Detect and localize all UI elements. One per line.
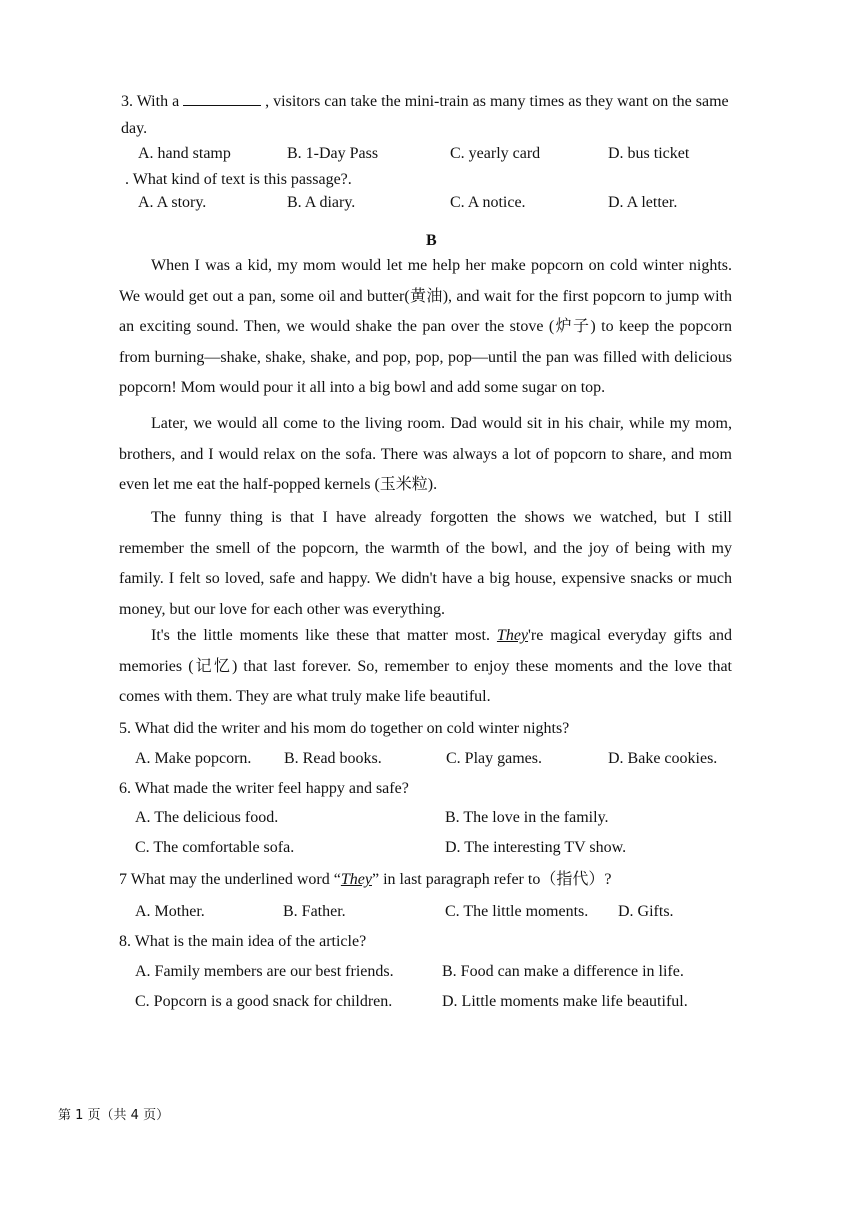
question-3-option-d: D. bus ticket bbox=[608, 145, 690, 162]
question-7-option-d: D. Gifts. bbox=[618, 903, 674, 920]
question-4-option-c: C. A notice. bbox=[450, 194, 526, 211]
passage-paragraph-3: The funny thing is that I have already forgotten the shows we watched, but I still remember the smell of the popcorn, the warmth of the bowl, and the joy of being with my family. I felt so loved, safe and happy. We didn't have a big house, expensive snacks or much money, but our love for each other was everything. bbox=[119, 509, 732, 618]
question-3-stem-end: , visitors can take the mini-train as many times as they want on the same bbox=[265, 93, 729, 110]
question-8-option-b: B. Food can make a difference in life. bbox=[442, 963, 684, 980]
question-3-stem-start: 3. With a bbox=[121, 93, 180, 110]
passage-paragraph-2: Later, we would all come to the living room. Dad would sit in his chair, while my mom, brothers, and I would relax on the sofa. There was always a lot of popcorn to share, and mom even let me eat the half-popped kernels (玉米粒). bbox=[119, 415, 732, 493]
question-4-option-d: D. A letter. bbox=[608, 194, 678, 211]
question-6-option-d: D. The interesting TV show. bbox=[445, 839, 627, 856]
question-8-stem: 8. What is the main idea of the article? bbox=[119, 933, 367, 950]
question-3-option-b: B. 1-Day Pass bbox=[287, 145, 379, 162]
question-6-option-c: C. The comfortable sofa. bbox=[135, 839, 295, 856]
question-7-stem-start: 7 What may the underlined word “ bbox=[119, 871, 341, 888]
section-b-heading: B bbox=[426, 232, 437, 249]
question-8-option-d: D. Little moments make life beautiful. bbox=[442, 993, 688, 1010]
question-5-option-b: B. Read books. bbox=[284, 750, 382, 767]
question-7-underlined-word: They bbox=[340, 871, 372, 888]
question-5-stem: 5. What did the writer and his mom do together on cold winter nights? bbox=[119, 720, 570, 737]
question-6-option-b: B. The love in the family. bbox=[445, 809, 609, 826]
question-3-stem-wrap: day. bbox=[121, 120, 148, 137]
question-4-option-a: A. A story. bbox=[138, 194, 207, 211]
question-7-option-a: A. Mother. bbox=[135, 903, 205, 920]
question-6-stem: 6. What made the writer feel happy and safe? bbox=[119, 780, 409, 797]
question-6-option-a: A. The delicious food. bbox=[135, 809, 279, 826]
question-4-option-b: B. A diary. bbox=[287, 194, 356, 211]
question-4-stem: . What kind of text is this passage?. bbox=[125, 171, 352, 188]
question-7-option-c: C. The little moments. bbox=[445, 903, 589, 920]
question-3-stem bbox=[121, 91, 729, 112]
question-5-option-d: D. Bake cookies. bbox=[608, 750, 718, 767]
question-3-option-c: C. yearly card bbox=[450, 145, 541, 162]
question-5-option-c: C. Play games. bbox=[446, 750, 542, 767]
underlined-word-they: They bbox=[496, 627, 529, 644]
question-7-stem-end: ” in last paragraph refer to（指代）? bbox=[371, 871, 612, 888]
question-7-option-b: B. Father. bbox=[283, 903, 346, 920]
passage-paragraph-4 bbox=[119, 621, 732, 713]
question-3-option-a: A. hand stamp bbox=[138, 145, 231, 162]
question-7-stem bbox=[119, 870, 611, 890]
page-footer: 第 1 页（共 4 页） bbox=[58, 1108, 170, 1123]
question-8-option-a: A. Family members are our best friends. bbox=[135, 963, 394, 980]
passage-paragraph-1: When I was a kid, my mom would let me help her make popcorn on cold winter nights. We would get out a pan, some oil and butter(黄油), and wait for the first popcorn to jump with an exciting sound. Then, we would shake the pan over the stove (炉子) to keep the popcorn from burning—shake, shake, shake, and pop, pop, pop—until the pan was filled with delicious popcorn! Mom would pour it all into a big bowl and add some sugar on top. bbox=[119, 257, 732, 396]
question-5-option-a: A. Make popcorn. bbox=[135, 750, 252, 767]
paragraph-4-end: 're magical everyday gifts and memories (记忆) that last forever. So, remember to enjoy these moments and the love that comes with them. They are what truly make life beautiful. bbox=[119, 627, 733, 705]
question-8-option-c: C. Popcorn is a good snack for children. bbox=[135, 993, 393, 1010]
answer-blank bbox=[183, 91, 261, 106]
paragraph-4-start: It's the little moments like these that matter most. bbox=[151, 627, 497, 644]
